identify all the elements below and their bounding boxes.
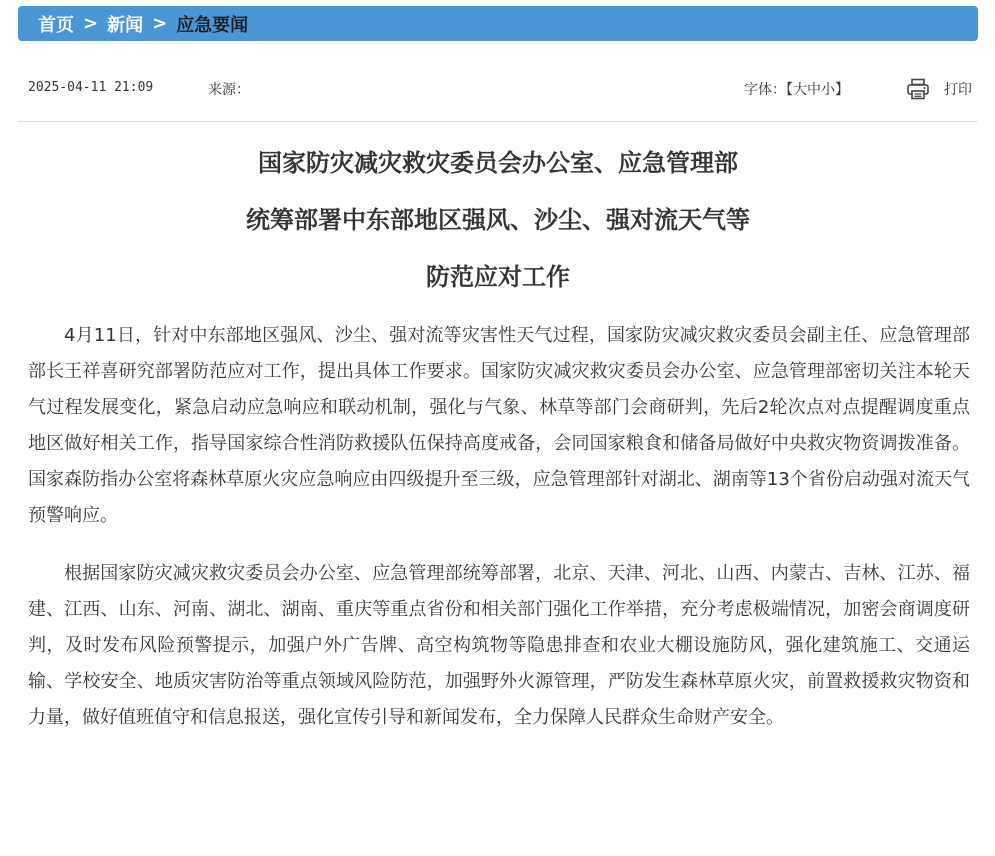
font-size-label: 字体：: [744, 82, 786, 98]
breadcrumb-news-link[interactable]: 新闻: [107, 14, 144, 36]
breadcrumb-home-link[interactable]: 首页: [38, 14, 74, 36]
article-title: [18, 143, 978, 314]
meta-divider: [18, 121, 978, 122]
article-paragraph: 根据国家防灾减灾救灾委员会办公室、应急管理部统筹部署，北京、天津、河北、山西、内蒙古、吉林、江苏、福建、江西、山东、河南、湖北、湖南、重庆等重点省份和相关部门强化工作举措，充分考虑极端情况，加密会商调度研判，及时发布风险预警提示，加强户外广告牌、高空构筑物等隐患排查和农业大棚设施防风，强化建筑施工、交通运输、学校安全、地质灾害防治等重点领域风险防范，加强野外火源管理，严防发生森林草原火灾，前置救援救灾物资和力量，做好值班值守和信息报送，强化宣传引导和新闻发布，全力保障人民群众生命财产安全。: [28, 563, 970, 728]
breadcrumb-separator: >: [83, 13, 99, 34]
font-size-control: [744, 79, 849, 99]
font-size-bracket-close: 】: [835, 82, 849, 98]
article-paragraph: 4月11日，针对中东部地区强风、沙尘、强对流等灾害性天气过程，国家防灾减灾救灾委员会副主任、应急管理部部长王祥喜研究部署防范应对工作，提出具体工作要求。国家防灾减灾救灾委员会办公室、应急管理部密切关注本轮天气过程发展变化，紧急启动应急响应和联动机制，强化与气象、林草等部门会商研判，先后2轮次点对点提醒调度重点地区做好相关工作，指导国家综合性消防救援队伍保持高度戒备，会同国家粮食和储备局做好中央救灾物资调拨准备。国家森防指办公室将森林草原火灾应急响应由四级提升至三级，应急管理部针对湖北、湖南等13个省份启动强对流天气预警响应。: [28, 325, 970, 526]
article-title-line: 统筹部署中东部地区强风、沙尘、强对流天气等: [246, 205, 750, 234]
article-title-line: 防范应对工作: [426, 262, 570, 291]
article-body: [28, 318, 970, 758]
print-button[interactable]: [906, 77, 972, 101]
font-size-small-button[interactable]: 小: [821, 82, 835, 98]
font-size-large-button[interactable]: 大: [793, 82, 807, 98]
printer-icon: [906, 77, 930, 101]
article-title-line: 国家防灾减灾救灾委员会办公室、应急管理部: [258, 148, 738, 177]
article-meta: [28, 79, 978, 99]
breadcrumb: [18, 6, 978, 41]
breadcrumb-current: 应急要闻: [176, 14, 249, 36]
font-size-bracket-open: 【: [786, 82, 793, 98]
source-label: 来源：: [208, 82, 250, 98]
breadcrumb-separator: >: [152, 13, 168, 34]
print-label: 打印: [944, 82, 972, 98]
font-size-medium-button[interactable]: 中: [807, 82, 821, 98]
publish-date: 2025-04-11 21:09: [28, 80, 154, 95]
